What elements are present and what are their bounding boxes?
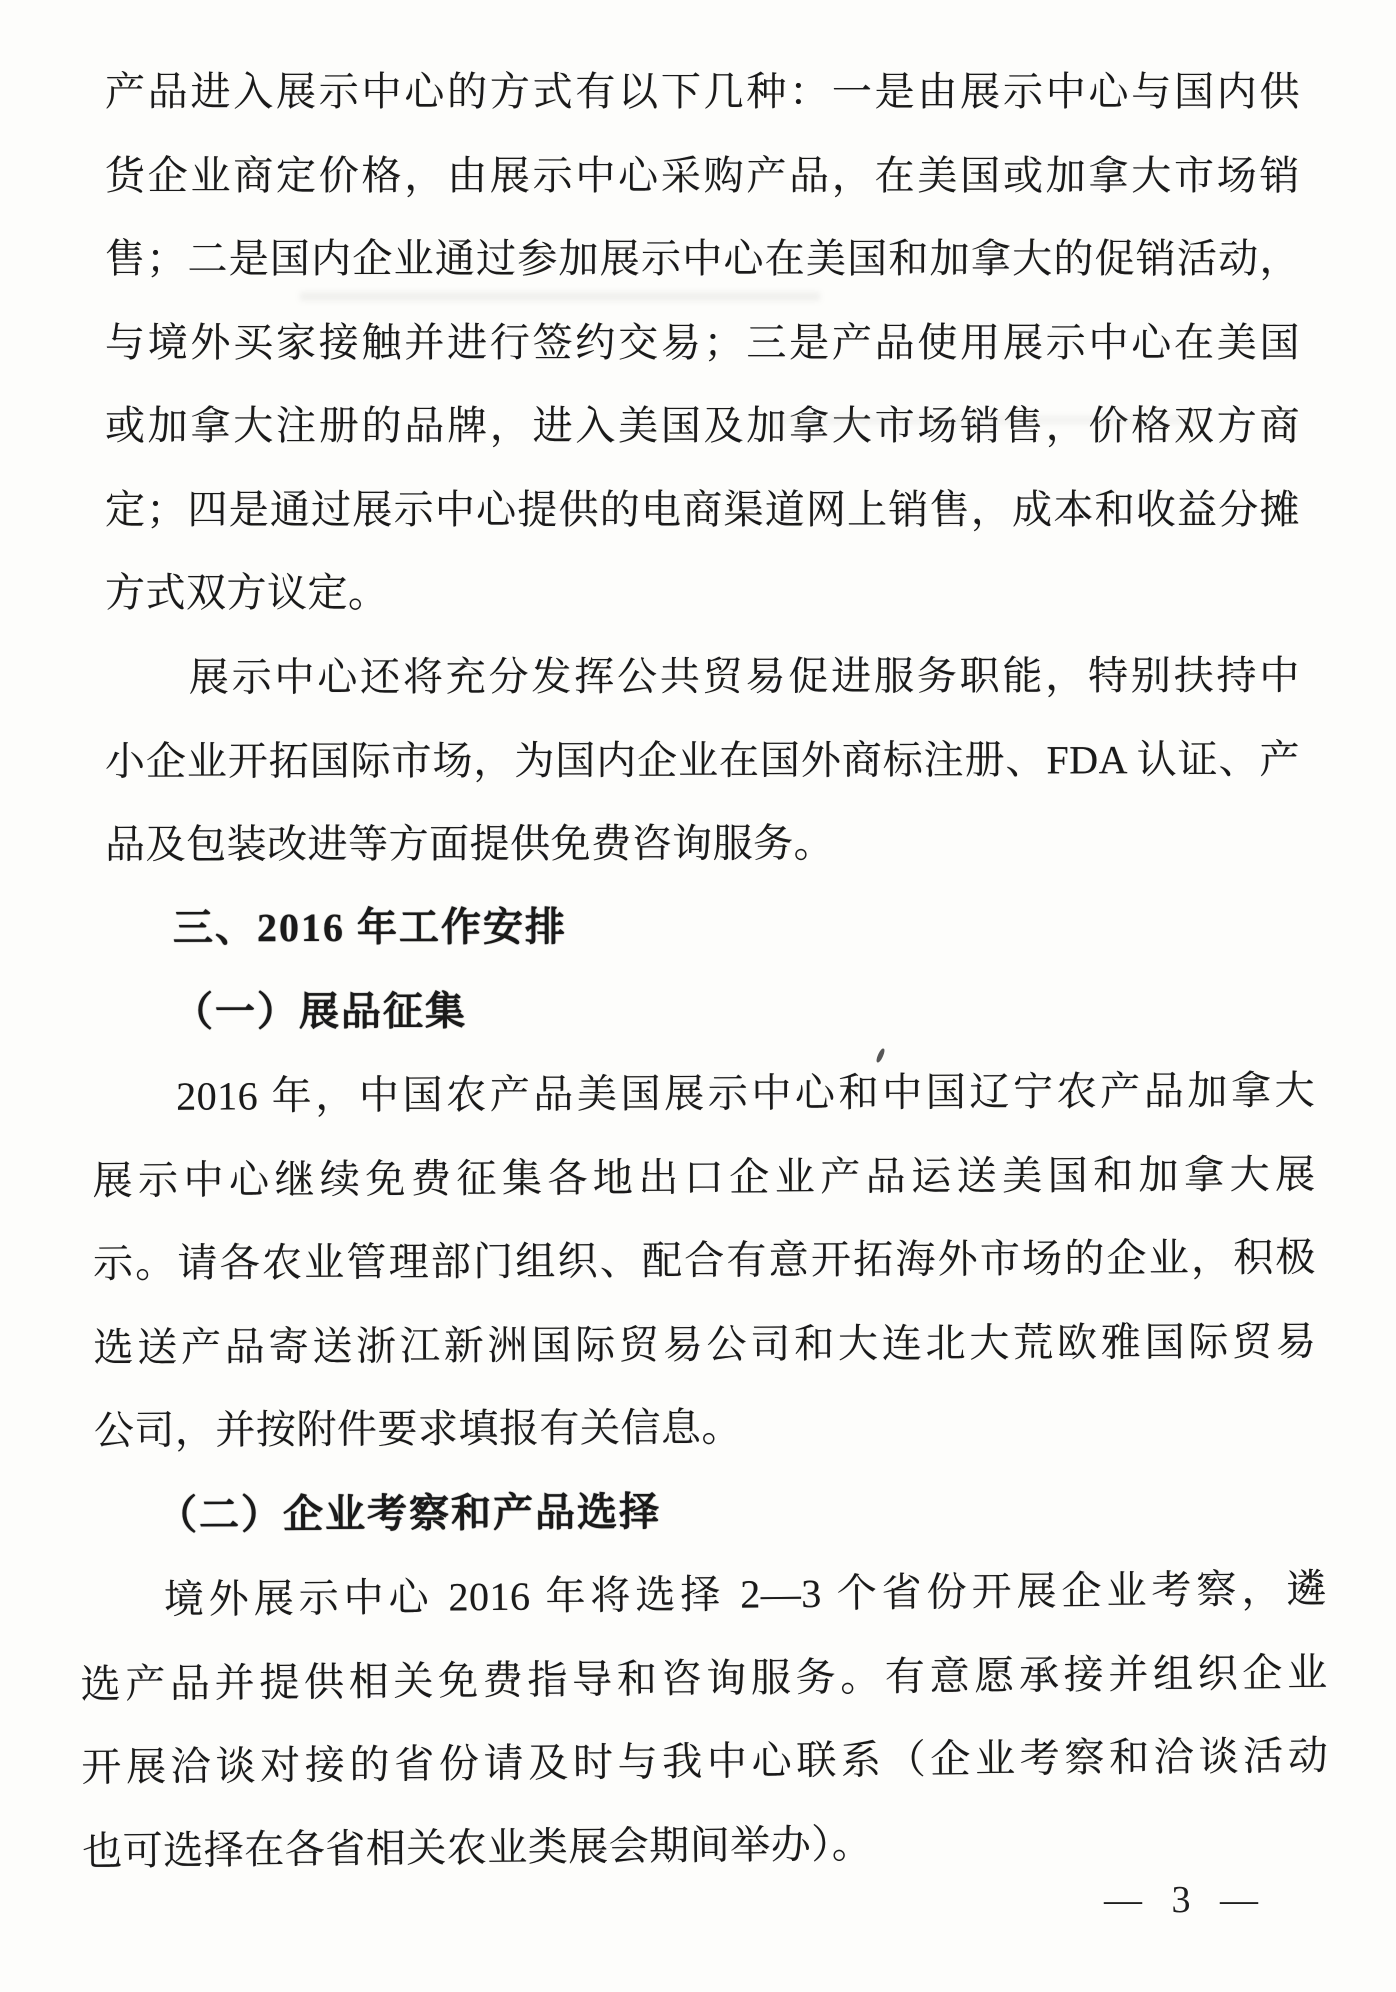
scan-smudge xyxy=(770,416,1200,424)
section-heading-enterprise-inspection xyxy=(89,1465,1301,1557)
paragraph-enterprise-inspection xyxy=(79,1547,1329,1893)
text-line: 或加拿大注册的品牌，进入美国及加拿大市场销售，价格双方商 xyxy=(105,403,1300,448)
text-line: 开展洽谈对接的省份请及时与我中心联系（企业考察和洽谈活动 xyxy=(81,1733,1329,1790)
text-line: 示。请各农业管理部门组织、配合有意开拓海外市场的企业，积极 xyxy=(92,1234,1317,1287)
text-line: 售；二是国内企业通过参加展示中心在美国和加拿大的促销活动， xyxy=(105,236,1300,281)
scan-smudge xyxy=(300,292,820,301)
paragraph-product-entry-methods xyxy=(105,50,1300,635)
section-heading: 三、2016 年工作安排 xyxy=(172,904,568,951)
section-heading: （二）企业考察和产品选择 xyxy=(156,1488,662,1538)
text-line: 境外展示中心 2016 年将选择 2—3 个省份开展企业考察，遴 xyxy=(163,1566,1327,1623)
text-line: 展示中心继续免费征集各地出口企业产品运送美国和加拿大展 xyxy=(92,1151,1316,1203)
page-number: — 3 — xyxy=(1104,1879,1268,1921)
text-line: 展示中心还将充分发挥公共贸易促进服务职能，特别扶持中 xyxy=(188,652,1300,700)
text-line: 与境外买家接触并进行签约交易；三是产品使用展示中心在美国 xyxy=(105,319,1300,365)
text-line: 2016 年，中国农产品美国展示中心和中国辽宁农产品加拿大 xyxy=(176,1067,1316,1119)
text-line: 方式双方议定。 xyxy=(105,570,389,615)
paragraph-trade-promotion-services xyxy=(105,633,1300,886)
text-line: 选送产品寄送浙江新洲国际贸易公司和大连北大荒欧雅国际贸易 xyxy=(93,1318,1317,1370)
text-line: 也可选择在各省相关农业类展会期间举办）。 xyxy=(82,1820,873,1874)
text-line: 小企业开拓国际市场，为国内企业在国外商标注册、FDA 认证、产 xyxy=(104,735,1301,784)
document-body xyxy=(80,50,1329,1887)
text-line: 定；四是通过展示中心提供的电商渠道网上销售，成本和收益分摊 xyxy=(105,486,1300,532)
text-line: 货企业商定价格，由展示中心采购产品，在美国或加拿大市场销 xyxy=(105,152,1300,198)
text-line: 公司，并按附件要求填报有关信息。 xyxy=(93,1404,742,1454)
text-line: 选产品并提供相关免费指导和咨询服务。有意愿承接并组织企业 xyxy=(80,1649,1328,1707)
section-heading-2016-work-plan xyxy=(105,883,1300,970)
section-heading: （一）展品征集 xyxy=(172,988,468,1034)
text-line: 产品进入展示中心的方式有以下几种：一是由展示中心与国内供 xyxy=(105,69,1300,114)
text-line: 品及包装改进等方面提供免费咨询服务。 xyxy=(105,820,835,867)
section-heading-exhibit-collection xyxy=(105,967,1300,1054)
paragraph-exhibit-collection xyxy=(92,1049,1317,1473)
